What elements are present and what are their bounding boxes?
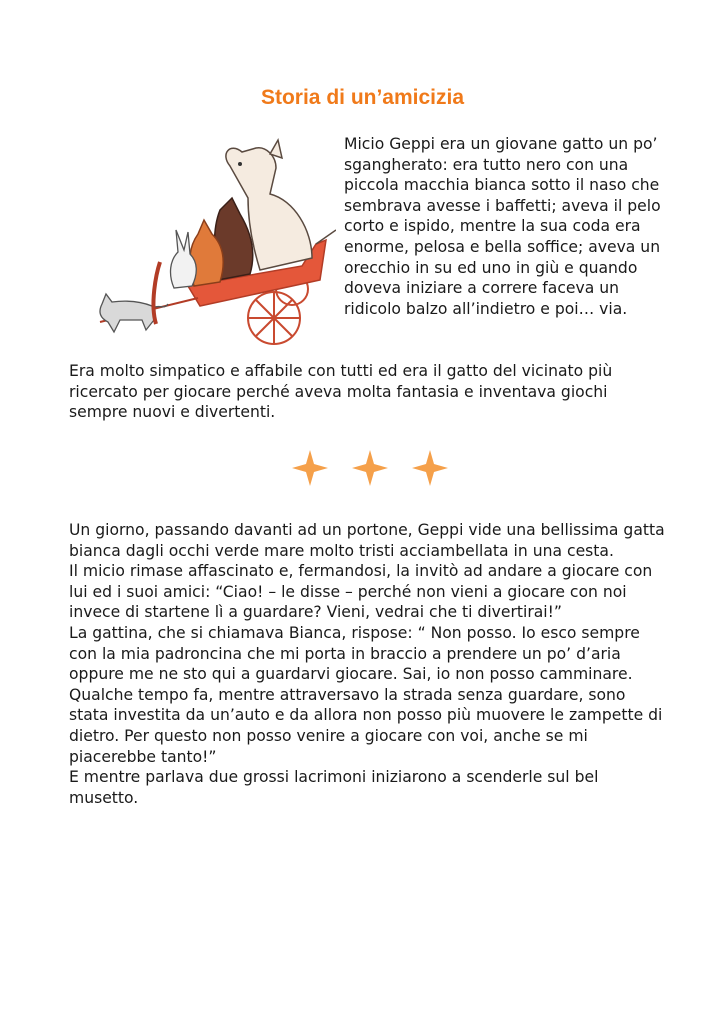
star-divider [290, 448, 450, 488]
story-paragraph: Un giorno, passando davanti ad un portone, Geppi vide una bellissima gatta bianca dagli occhi verde mare molto tristi acciambellata in una cesta. Il micio rimase affascinato e, fermandosi, la invitò ad andare a giocare con lui ed i suoi amici: “Ciao! – le disse – perché non vieni a giocare con noi invece di startene lì a guardare? Vieni, vedrai che ti divertirai!” La gattina, che si chiamava Bianca, rispose: “ Non posso. Io esco sempre con la mia padroncina che mi porta in braccio a prendere un po’ d’aria oppure me ne sto qui a guardarvi giocare. Sai, io non posso camminare. Qualche tempo fa, mentre attraversavo la strada senza guardare, sono stata investita da un’auto e da allora non posso più muovere le zampette di dietro. Per questo non posso venire a giocare con voi, anche se mi piacerebbe tanto!” E mentre parlava due grossi lacrimoni iniziarono a scenderle sul bel musetto. [69, 521, 665, 807]
animals-cart-illustration [80, 134, 336, 348]
four-point-star-icon [412, 450, 448, 486]
page-title: Storia di un’amicizia [260, 86, 465, 109]
four-point-star-icon [292, 450, 328, 486]
intro-paragraph-continued: Era molto simpatico e affabile con tutti ed era il gatto del vicinato più ricercato per giocare perché aveva molta fantasia e inventava giochi sempre nuovi e divertenti. [69, 362, 613, 422]
intro-paragraph-right: Micio Geppi era un giovane gatto un po’ sgangherato: era tutto nero con una piccola macchia bianca sotto il naso che sembrava avesse i baffetti; aveva il pelo corto e ispido, mentre la sua coda era enorme, pelosa e bella soffice; aveva un orecchio in su ed uno in giù e quando doveva iniziare a correre faceva un ridicolo balzo all’indietro e poi… via. [344, 135, 661, 318]
four-point-star-icon [352, 450, 388, 486]
